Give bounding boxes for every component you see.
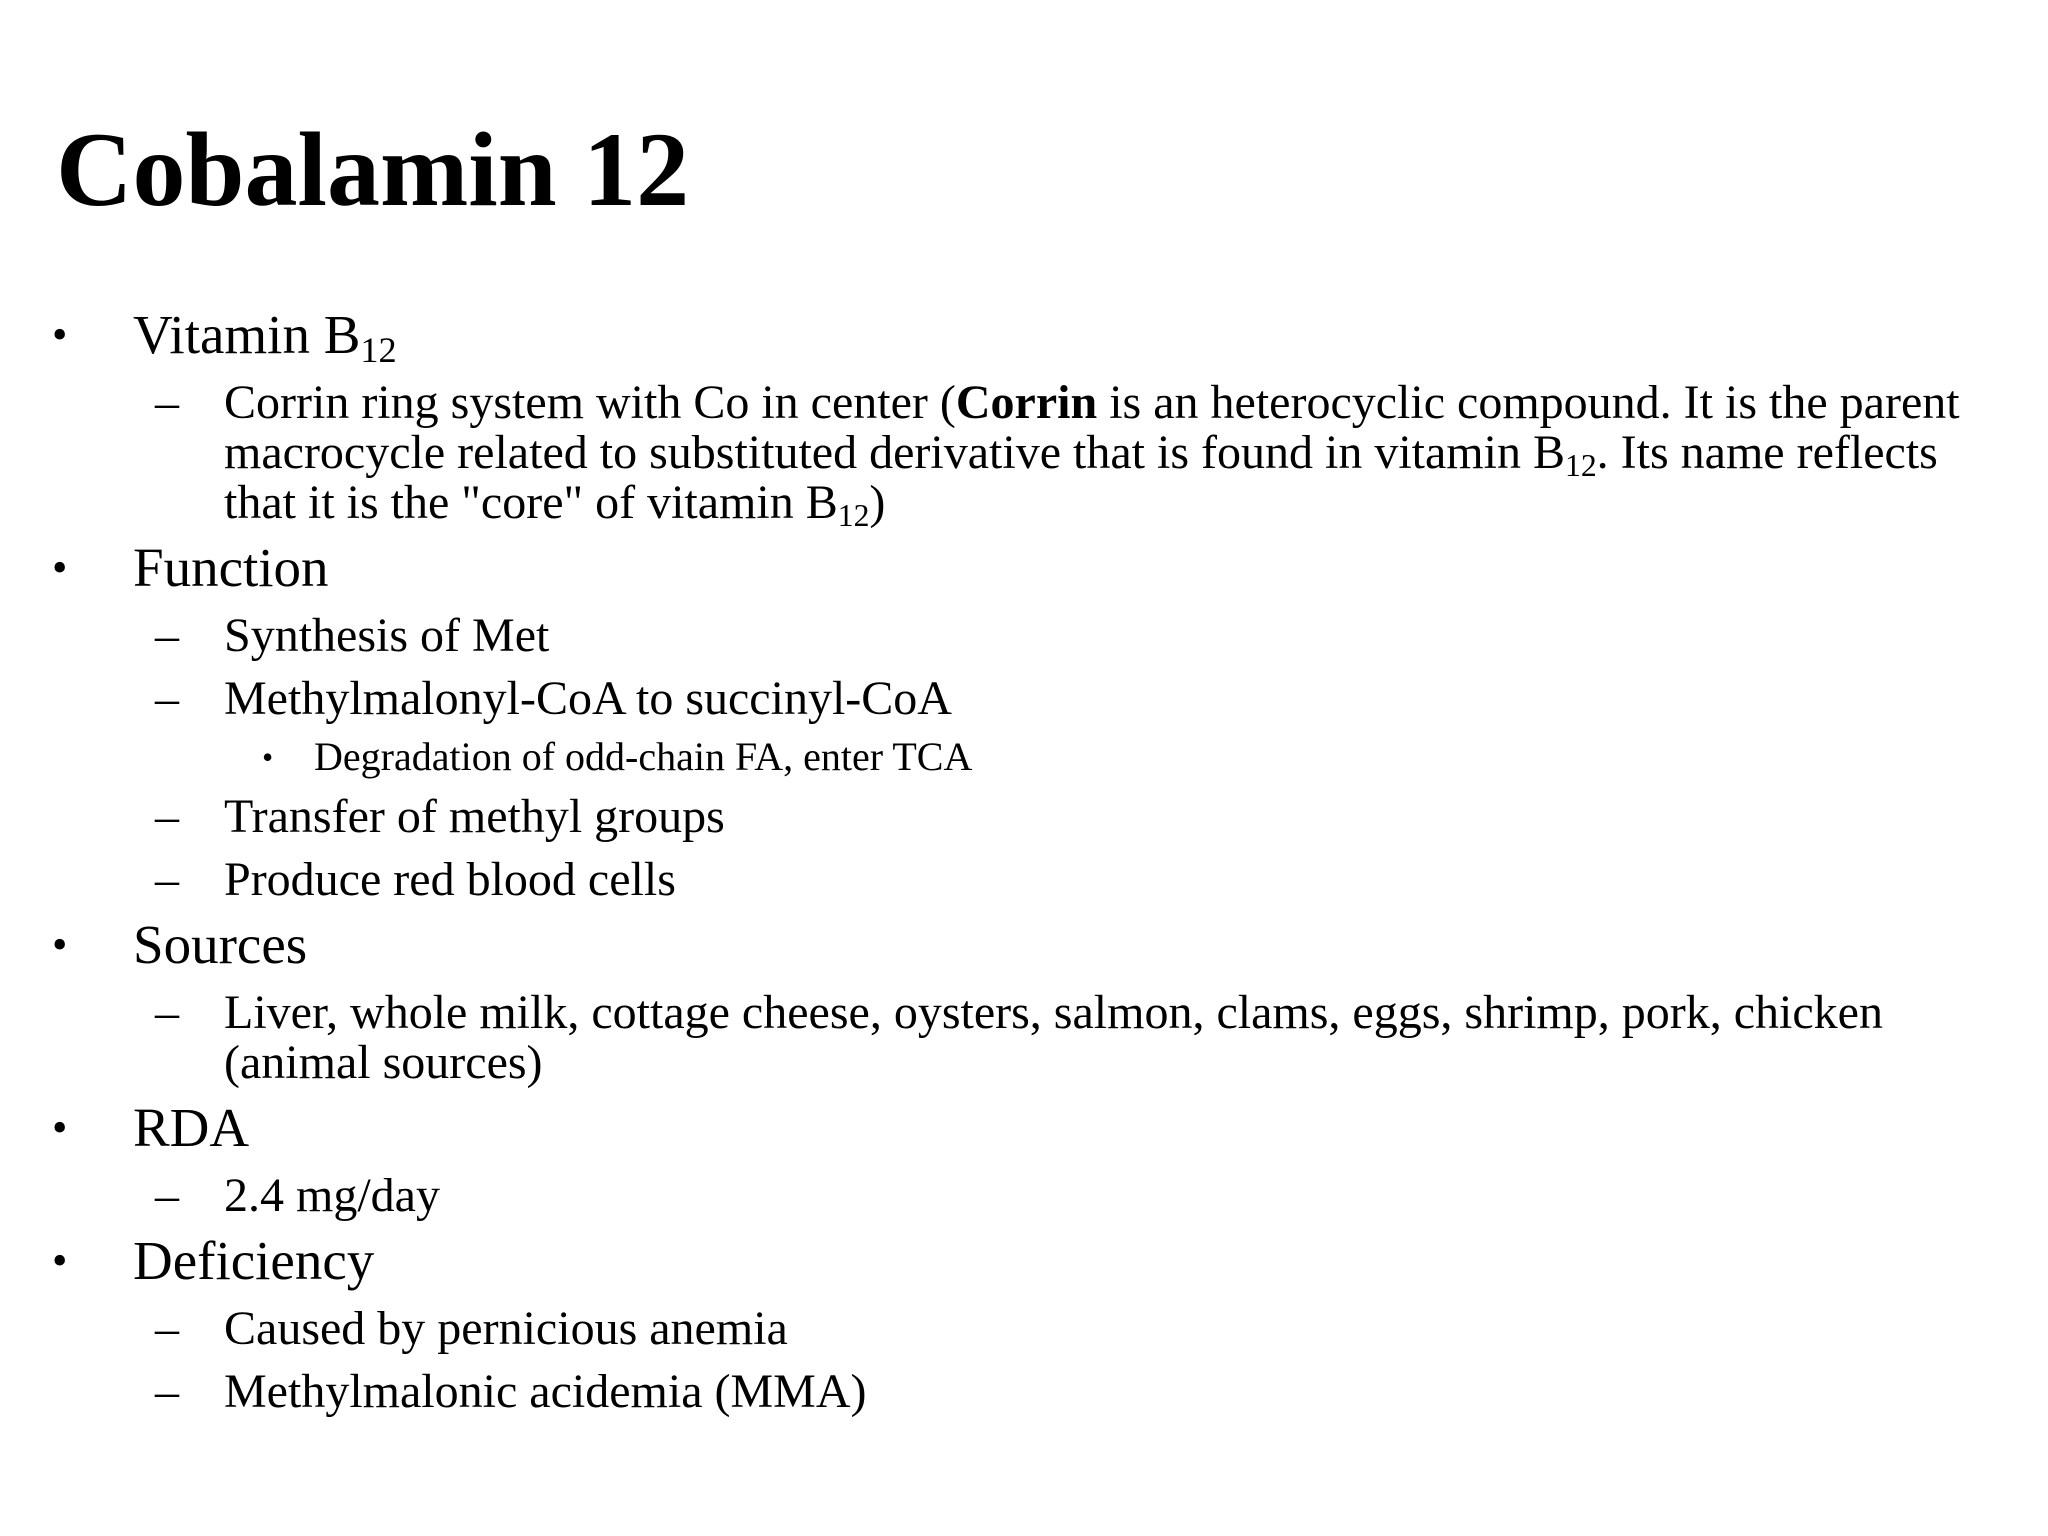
- bullet-vitamin: [0, 304, 2048, 371]
- corrin-subscript-1: 12: [1564, 447, 1597, 483]
- corrin-text-pre: Corrin ring system with Co in center (: [224, 376, 956, 429]
- vitamin-label: Vitamin B: [133, 304, 361, 365]
- function-item-text: Synthesis of Met: [224, 609, 550, 662]
- dash-icon: –: [155, 1169, 179, 1222]
- slide-content: [0, 305, 2048, 1417]
- rda-item-text: 2.4 mg/day: [224, 1169, 440, 1222]
- function-item-text: Methylmalonyl-CoA to succinyl-CoA: [224, 672, 952, 725]
- bullet-deficiency: [0, 1231, 2048, 1291]
- deficiency-label: Deficiency: [133, 1230, 375, 1291]
- sub-sub-bullet-degradation: [0, 734, 2048, 780]
- corrin-text-end: ): [869, 476, 886, 529]
- sub-bullet-function-4: [0, 855, 2048, 905]
- dash-icon: –: [155, 986, 179, 1039]
- vitamin-subscript: 12: [360, 330, 397, 371]
- sources-label: Sources: [133, 914, 308, 975]
- corrin-text-mid: is an heterocyclic compound. It is the parent macrocycle related to substituted derivative that is found in vitamin B: [224, 376, 1960, 479]
- sub-bullet-rda-1: [0, 1171, 2048, 1221]
- corrin-text-post: . Its name reflects that it is the "core" of vitamin B: [224, 426, 1938, 529]
- sub-bullet-sources-1: [0, 988, 2048, 1088]
- dash-icon: –: [155, 1365, 179, 1418]
- slide-title: Cobalamin 12: [56, 111, 690, 228]
- sub-bullet-corrin: [0, 376, 2048, 533]
- rda-label: RDA: [133, 1097, 250, 1158]
- sub-bullet-function-2: [0, 674, 2048, 724]
- bullet-icon: •: [52, 1236, 68, 1285]
- bullet-icon: •: [52, 1103, 68, 1152]
- deficiency-item-text: Caused by pernicious anemia: [224, 1302, 788, 1355]
- sub-bullet-function-1: [0, 611, 2048, 661]
- function-item-text: Degradation of odd-chain FA, enter TCA: [314, 734, 973, 779]
- bullet-icon: •: [52, 310, 68, 359]
- bullet-icon: •: [52, 920, 68, 969]
- function-item-text: Transfer of methyl groups: [224, 790, 725, 843]
- dash-icon: –: [155, 853, 179, 906]
- dash-icon: –: [155, 1302, 179, 1355]
- sub-bullet-deficiency-1: [0, 1304, 2048, 1354]
- dash-icon: –: [155, 672, 179, 725]
- bullet-icon: •: [262, 739, 274, 775]
- corrin-bold-term: Corrin: [955, 376, 1098, 429]
- bullet-sources: [0, 915, 2048, 975]
- function-item-text: Produce red blood cells: [224, 853, 676, 906]
- bullet-icon: •: [52, 543, 68, 592]
- bullet-function: [0, 538, 2048, 598]
- deficiency-item-text: Methylmalonic acidemia (MMA): [224, 1365, 867, 1418]
- dash-icon: –: [155, 609, 179, 662]
- dash-icon: –: [155, 376, 179, 429]
- bullet-rda: [0, 1098, 2048, 1158]
- function-label: Function: [133, 537, 329, 598]
- sub-bullet-deficiency-2: [0, 1367, 2048, 1417]
- sources-item-text: Liver, whole milk, cottage cheese, oysters, salmon, clams, eggs, shrimp, pork, chicken (animal sources): [224, 986, 1883, 1089]
- sub-bullet-function-3: [0, 792, 2048, 842]
- corrin-subscript-2: 12: [837, 497, 870, 533]
- dash-icon: –: [155, 790, 179, 843]
